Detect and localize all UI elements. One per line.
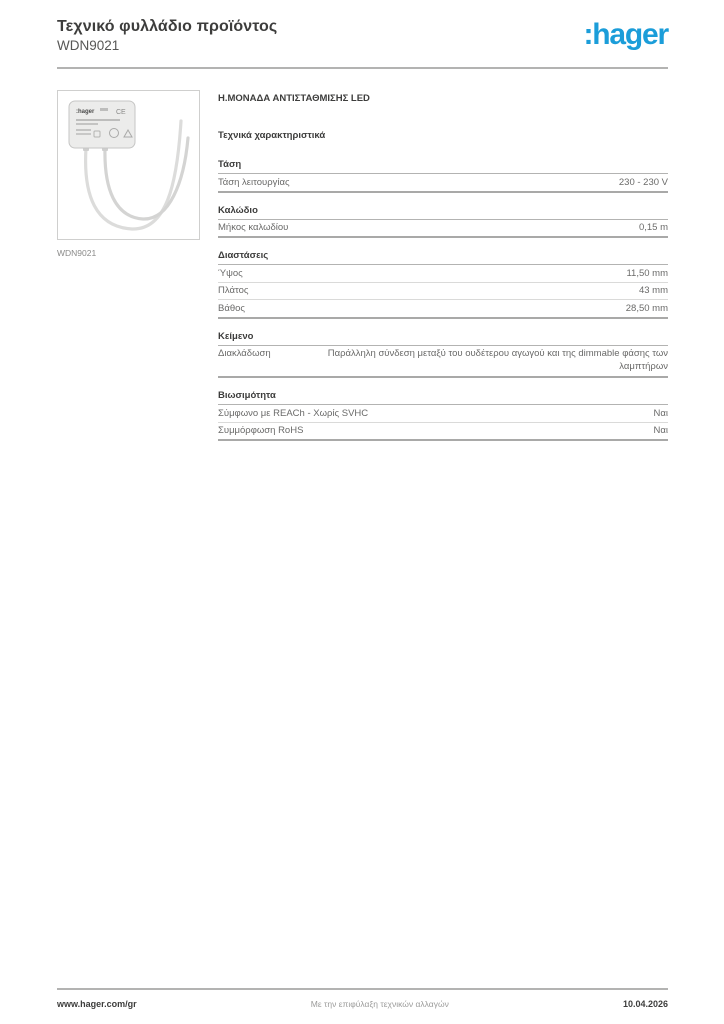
technical-characteristics-heading: Τεχνικά χαρακτηριστικά [218, 130, 326, 141]
device-small-mark [100, 108, 108, 111]
device-brand-label: :hager [76, 109, 95, 115]
spec-label: Μήκος καλωδίου [218, 222, 289, 233]
spec-label: Βάθος [218, 302, 245, 314]
device-text-line [76, 123, 98, 125]
spec-label: Τάση λειτουργίας [218, 176, 290, 188]
device-text-line [76, 129, 91, 131]
footer-website-link[interactable]: www.hager.com/gr [57, 999, 137, 1009]
spec-row [218, 265, 668, 283]
footer [57, 988, 668, 1009]
spec-value: 43 mm [638, 285, 668, 296]
header-titles [57, 18, 277, 53]
section-cable [218, 205, 668, 239]
section-voltage [218, 159, 668, 193]
device-text-line [76, 119, 120, 121]
spec-value: 230 - 230 V [618, 176, 668, 188]
section-sustainability [218, 390, 668, 441]
spec-label: Συμμόρφωση RoHS [218, 425, 304, 436]
spec-label: Διακλάδωση [218, 348, 271, 359]
page-title: Τεχνικό φυλλάδιο προϊόντος [57, 18, 278, 35]
section-dimensions [218, 250, 668, 319]
spec-value: 11,50 mm [626, 267, 668, 279]
spec-row [218, 405, 668, 423]
footer-disclaimer: Με την επιφύλαξη τεχνικών αλλαγών [310, 999, 449, 1009]
header [57, 18, 668, 69]
device-ce-mark: CE [116, 109, 126, 116]
product-photo [58, 91, 199, 239]
spec-label: Πλάτος [218, 285, 249, 296]
spec-value: 28,50 mm [625, 302, 668, 314]
spec-value: Ναι [653, 407, 668, 419]
device-text-line [76, 133, 91, 135]
spec-row [218, 300, 668, 319]
spec-value: 0,15 m [638, 222, 668, 233]
product-name: Η.ΜΟΝΑΔΑ ΑΝΤΙΣΤΑΘΜΙΣΗΣ LED [218, 93, 370, 104]
product-photo-frame [57, 90, 200, 240]
spec-row [218, 423, 668, 442]
section-title: Τάση [218, 159, 668, 174]
header-divider [57, 67, 668, 69]
content [57, 90, 668, 453]
section-title: Κείμενο [218, 331, 668, 346]
spec-value: Ναι [653, 425, 668, 436]
section-title: Διαστάσεις [218, 250, 668, 265]
spec-row [218, 220, 668, 239]
spec-value: Παράλληλη σύνδεση μεταξύ του ουδέτερου αγωγού και της dimmable φάσης των λαμπτήρων [327, 348, 668, 372]
image-caption: WDN9021 [57, 248, 97, 258]
product-code: WDN9021 [57, 38, 120, 53]
product-image-column [57, 90, 200, 453]
spec-row [218, 346, 668, 379]
section-title: Καλώδιο [218, 205, 668, 220]
spec-row [218, 283, 668, 301]
spec-label: Ύψος [218, 267, 243, 279]
details-column [218, 90, 668, 453]
footer-date: 10.04.2026 [622, 999, 668, 1009]
hager-logo: :hager [583, 18, 668, 51]
spec-row [218, 174, 668, 193]
section-text [218, 331, 668, 379]
spec-label: Σύμφωνο με REACh - Χωρίς SVHC [218, 407, 369, 419]
section-title: Βιωσιμότητα [218, 390, 668, 405]
